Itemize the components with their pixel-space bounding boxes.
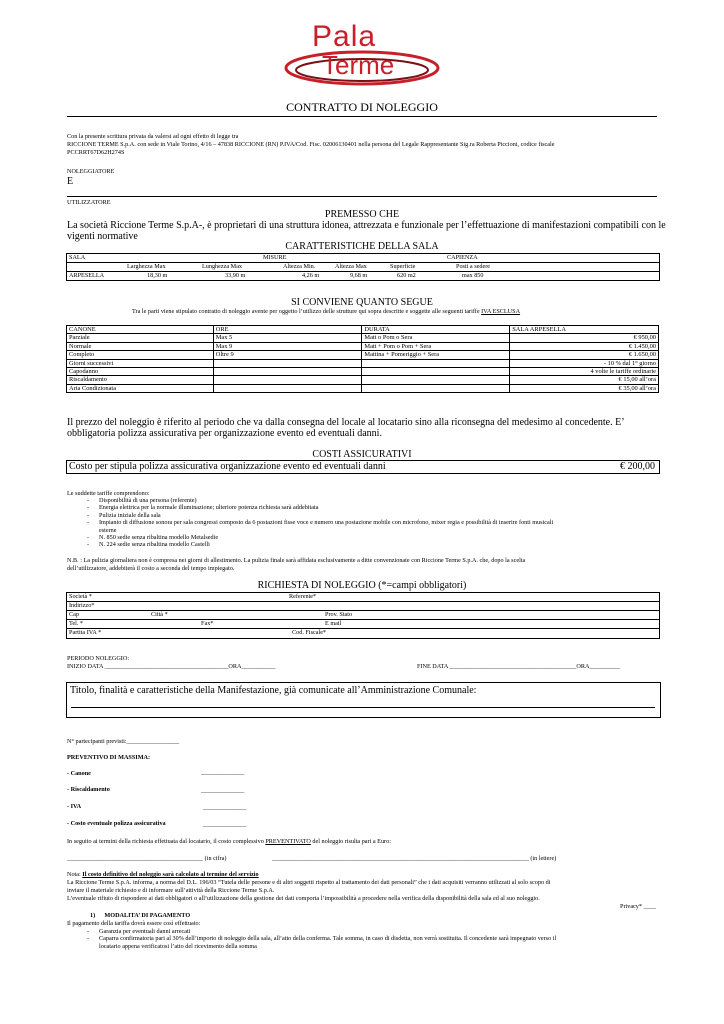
- caratteristiche-heading: CARATTERISTICHE DELLA SALA: [285, 241, 439, 252]
- table-row: [67, 368, 659, 376]
- tariffe-header: SALA ARPESELLA: [510, 326, 659, 334]
- tariffe-table: [66, 325, 659, 393]
- list-item: - Caparra confirmatoria pari al 30% dell’importo di noleggio della sala, all’atto della conferma. Tale somma, in caso di disdetta, non verrà sostituita. Il concedente sarà impegnato verso il: [67, 935, 687, 942]
- table-row: [67, 351, 659, 359]
- list-item: - N. 850 sedie senza ribaltina modello Metalsedie: [67, 534, 667, 541]
- table-cell: [213, 368, 362, 376]
- table-cell: Aria Condizionata: [67, 384, 214, 392]
- page-title: CONTRATTO DI NOLEGGIO: [286, 100, 438, 114]
- intro-line1: Con la presente scrittura privata da valersi ad ogni effetto di legge tra: [67, 133, 239, 140]
- table-cell: € 15,00 all’ora: [510, 376, 659, 384]
- indirizzo-field[interactable]: Indirizzo*: [69, 602, 95, 609]
- lettere-field[interactable]: ___________________________________________________________________________________ (in lettere): [272, 855, 557, 862]
- modalita-intro: Il pagamento della tariffa dovrà essere così effettuato:: [67, 920, 201, 927]
- premesso-text1: La società Riccione Terme S.p.A-, è proprietari di una struttura idonea, attrezzata e funzionale per l’effettuazione di manifestazioni compatibili con le: [67, 220, 666, 231]
- richiesta-heading: RICHIESTA DI NOLEGGIO (*=campi obbligatori): [257, 580, 467, 591]
- conviene-heading: SI CONVIENE QUANTO SEGUE: [291, 297, 433, 308]
- prezzo-line2: obbligatoria polizza assicurativa per organizzazione evento ed eventuali danni.: [67, 428, 382, 439]
- logo: [282, 20, 442, 90]
- table-cell: Riscaldamento: [67, 376, 214, 384]
- conviene-text-main: Tra le parti viene stipulato contratto di noleggio avente per oggetto l’utilizzo delle strutture qui sopra descritte e soggette alle seguenti tariffe: [132, 308, 480, 315]
- intro-line2: RICCIONE TERME S.p.A. con sede in Viale Torino, 4/16 – 47838 RICCIONE (RN) P.IVA/Cod. Fisc. 02006130401 nella persona del Legale Rappresentante Sig.ra Roberta Piccioni, codice fiscale: [67, 141, 555, 148]
- row-superficie: 620 m2: [397, 272, 416, 279]
- iva-label: - IVA: [67, 803, 82, 810]
- conviene-text: [132, 308, 520, 315]
- comprendono-list: [67, 497, 667, 549]
- costi-box: [66, 460, 660, 474]
- table-cell: [213, 384, 362, 392]
- col-posti: Posti a sedere: [456, 263, 491, 270]
- nota-bold: Il costo definitivo del noleggio sarà calcolato al termine del servizio: [82, 871, 259, 878]
- seguito-text: [67, 838, 391, 845]
- table-cell: Max 5: [213, 334, 362, 342]
- table-cell: [362, 359, 510, 367]
- table-cell: 4 volte le tariffe ordinarie: [510, 368, 659, 376]
- societa-field[interactable]: Società *: [69, 593, 92, 600]
- logo-pala: Pala: [312, 20, 377, 53]
- seguito-main: In seguito ai termini della richiesta effettuata dal locatario, il costo complessivo: [67, 838, 264, 845]
- table-cell: [362, 368, 510, 376]
- riscaldamento-label: - Riscaldamento: [67, 786, 110, 793]
- col-altezza-min: Altezza Min.: [283, 263, 316, 270]
- preventivo-heading: PREVENTIVO DI MASSIMA:: [67, 754, 151, 761]
- table-cell: € 1.450,00: [510, 342, 659, 350]
- col-superficie: Superficie: [390, 263, 416, 270]
- table-cell: Oltre 9: [213, 351, 362, 359]
- titolo-box[interactable]: [66, 682, 661, 718]
- prezzo-line1: Il prezzo del noleggio è riferito al periodo che va dalla consegna del locale al locatario sino alla riconsegna del medesimo al concedente. E’: [67, 417, 625, 428]
- nota-l3: L’eventuale rifiuto di rispondere ai dati obbligatori o all’utilizzazione della gestione dei dati comporta l’impossibilità a procedere nella verifica della disponibilità della sala ed al suo noleggio.: [67, 895, 540, 902]
- row-altezza-max: 9,68 m: [350, 272, 368, 279]
- canone-field[interactable]: ______________: [201, 769, 245, 776]
- row-posti: max 850: [462, 272, 484, 279]
- table-cell: € 35,00 all’ora: [510, 384, 659, 392]
- tariffe-header-row: [67, 326, 659, 334]
- nota-l2: inviare il materiale richiesto e di informare sull’attività della Riccione Terme S.p.A.: [67, 887, 275, 894]
- richiesta-form: [66, 592, 660, 639]
- list-item-continued: locatario appena verificatosi l’atto del ricevimento della somma: [99, 942, 257, 950]
- col-larghezza: Larghezza Max: [127, 263, 166, 270]
- polizza-label: - Costo eventuale polizza assicurativa: [67, 820, 166, 827]
- canone-label: - Canone: [67, 770, 91, 777]
- premesso-heading: PREMESSO CHE: [324, 209, 400, 220]
- utilizzatore-label: UTILIZZATORE: [67, 199, 111, 206]
- tariffe-header: ORE: [213, 326, 362, 334]
- row-larghezza: 18,30 m: [147, 272, 168, 279]
- table-cell: Mattina + Pomeriggio + Sera: [362, 351, 510, 359]
- table-row: [67, 359, 659, 367]
- misure-header: MISURE: [263, 254, 287, 261]
- codfisc-field[interactable]: Cod. Fiscale*: [292, 629, 327, 636]
- privacy-field[interactable]: Privacy* ____: [620, 903, 656, 910]
- table-cell: Normale: [67, 342, 214, 350]
- list-item: - N. 224 sedie senza ribaltina modello Castelli: [67, 541, 667, 548]
- citta-field[interactable]: Città *: [151, 611, 168, 618]
- table-cell: Completo: [67, 351, 214, 359]
- sala-header: SALA: [69, 254, 86, 261]
- fine-data-field[interactable]: FINE DATA _________________________________________ORA__________: [417, 663, 621, 670]
- e-label: E: [67, 176, 74, 187]
- riscaldamento-field[interactable]: ______________: [201, 787, 245, 794]
- fax-field[interactable]: Fax*: [201, 620, 214, 627]
- premesso-text2: vigenti normative: [67, 231, 138, 242]
- list-item: - Pulizia iniziale della sala: [67, 512, 667, 519]
- table-cell: Parziale: [67, 334, 214, 342]
- capienza-header: CAPIENZA: [447, 254, 478, 261]
- preventivato: PREVENTIVATO: [265, 838, 311, 845]
- iva-esclusa: IVA ESCLUSA: [481, 308, 521, 315]
- nb-line2: dell’utilizzatore, addebiterà il costo a seconda del tempo impiegato.: [67, 565, 235, 572]
- table-row: [67, 384, 659, 392]
- polizza-field[interactable]: ______________: [203, 821, 247, 828]
- cap-field[interactable]: Cap: [69, 611, 79, 618]
- table-cell: Max 9: [213, 342, 362, 350]
- inizio-data-field[interactable]: INIZIO DATA ________________________________________ORA___________: [67, 663, 276, 670]
- modalita-list: [67, 928, 687, 950]
- costi-value: € 200,00: [620, 461, 655, 472]
- referente-field[interactable]: Referente*: [289, 593, 317, 600]
- list-item: - Energia elettrica per la normale illuminazione; ulteriore potenza richiesta sarà addebitata: [67, 504, 667, 511]
- list-item-text: esterne: [99, 526, 117, 534]
- table-row: [67, 376, 659, 384]
- list-item: - Impianto di diffusione sonora per sala congressi composto da 6 postazioni fisse voce e numero una postazione mobile con microfono, mixer regia e possibilità di inserire fonti musicali: [67, 519, 667, 526]
- piva-field[interactable]: Partita IVA *: [69, 629, 102, 636]
- table-cell: Giorni successivi: [67, 359, 214, 367]
- table-cell: € 950,00: [510, 334, 659, 342]
- list-item-continued: [67, 527, 667, 534]
- table-cell: [362, 384, 510, 392]
- iva-field[interactable]: ______________: [203, 804, 247, 811]
- comprendono-intro: Le suddette tariffe comprendono:: [67, 490, 150, 497]
- nota-label: Nota:: [67, 871, 81, 878]
- cifra-field[interactable]: ____________________________________________ (in cifra): [67, 855, 227, 862]
- noleggiatore-label: NOLEGGIATORE: [67, 168, 115, 175]
- seguito-tail: del noleggio risulta pari a Euro:: [312, 838, 391, 845]
- costi-label: Costo per stipula polizza assicurativa organizzazione evento ed eventuali danni: [69, 461, 386, 472]
- table-cell: - 10 % dal 1° giorno: [510, 359, 659, 367]
- table-cell: Matt + Pom o Pom + Sera: [362, 342, 510, 350]
- col-altezza-max: Altezza Max: [335, 263, 367, 270]
- table-cell: [213, 359, 362, 367]
- nota-l1: La Riccione Terme S.p.A. informa, a norma del D.L. 196/03 “Tutela delle persone e di altri soggetti rispetto al trattamento dei dati personali” che i dati acquisiti verranno utilizzati al solo scopo di: [67, 879, 551, 886]
- table-cell: Matt o Pom o Sera: [362, 334, 510, 342]
- list-item: - Disponibilità di una persona (referente): [67, 497, 667, 504]
- tariffe-header: CANONE: [67, 326, 214, 334]
- row-lunghezza: 33,90 m: [225, 272, 246, 279]
- partecipanti-field[interactable]: N° partecipanti previsti:_________________: [67, 738, 180, 745]
- periodo-label: PERIODO NOLEGGIO:: [67, 655, 130, 662]
- modalita-heading: 1) MODALITA’ DI PAGAMENTO: [90, 912, 191, 919]
- table-cell: [213, 376, 362, 384]
- table-cell: [362, 376, 510, 384]
- table-row: [67, 342, 659, 350]
- tariffe-header: DURATA: [362, 326, 510, 334]
- titolo-label: Titolo, finalità e caratteristiche della Manifestazione, già comunicate all’Amministrazione Comunale:: [70, 685, 477, 696]
- intro-line3: PCCRRT67D62H274S: [67, 149, 125, 156]
- tel-field[interactable]: Tel. *: [69, 620, 83, 627]
- prov-field[interactable]: Prov. Stato: [325, 611, 353, 618]
- nota-title: [67, 871, 259, 878]
- col-lunghezza: Lunghezza Max: [202, 263, 243, 270]
- nb-line1: N.B. : La pulizia giornaliera non è compresa nei giorni di allestimento. La pulizia finale sarà affidata esclusivamente a ditte convenzionate con Riccione Terme S.p.A. che, dopo la scelta: [67, 557, 526, 564]
- row-sala: ARPESELLA: [69, 272, 105, 279]
- list-item: - Garanzia per eventuali danni arrecati: [67, 928, 687, 935]
- table-cell: € 1.650,00: [510, 351, 659, 359]
- table-cell: Capodanno: [67, 368, 214, 376]
- logo-terme: Terme: [322, 50, 395, 80]
- costi-heading: COSTI ASSICURATIVI: [312, 449, 412, 460]
- sala-table: [66, 253, 660, 281]
- row-altezza-min: 4,26 m: [302, 272, 320, 279]
- email-field[interactable]: E mail: [325, 620, 342, 627]
- table-row: [67, 334, 659, 342]
